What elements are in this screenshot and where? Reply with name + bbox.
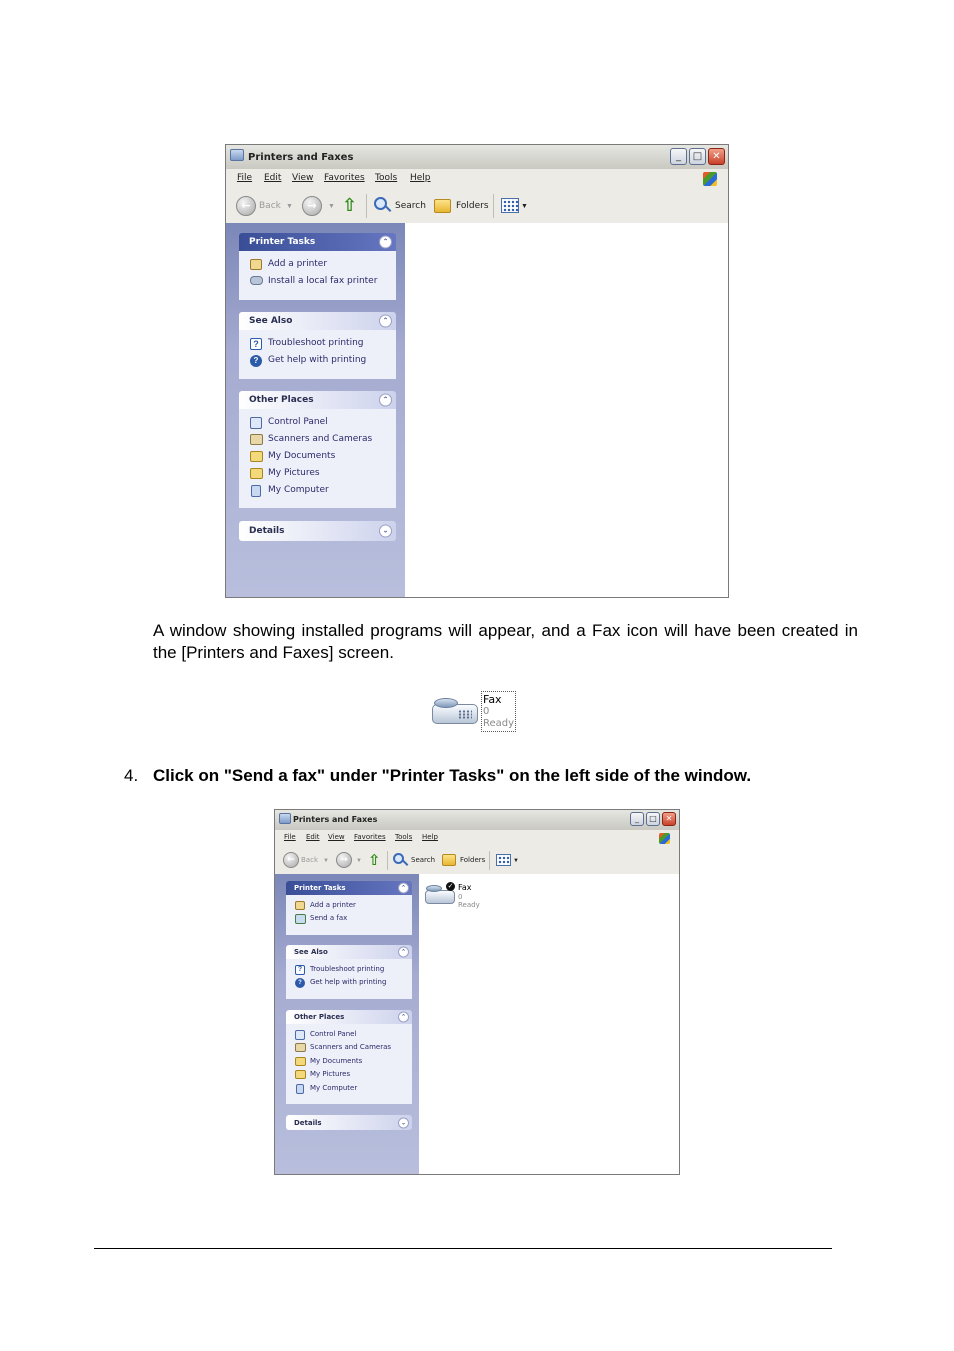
menu-edit[interactable]: Edit — [264, 173, 282, 183]
panel-header[interactable] — [239, 312, 396, 330]
link-troubleshoot-printing[interactable]: Troubleshoot printing — [268, 338, 364, 348]
fax-handset-icon — [426, 885, 442, 892]
search-button-label[interactable]: Search — [395, 201, 426, 211]
add-printer-icon — [295, 901, 305, 910]
fax-handset-icon — [434, 698, 458, 708]
search-button-label[interactable]: Search — [411, 856, 436, 864]
views-icon[interactable] — [501, 198, 519, 213]
control-panel-icon — [250, 417, 262, 429]
panel-body — [239, 409, 396, 508]
menu-tools[interactable]: Tools — [375, 173, 398, 183]
help-question-icon: ? — [250, 338, 262, 350]
window-title: Printers and Faxes — [293, 815, 378, 824]
collapse-icon[interactable]: ⌃ — [379, 394, 392, 407]
printers-faxes-window-1 — [225, 144, 729, 598]
toolbar-separator — [493, 194, 494, 218]
back-dropdown-icon[interactable]: ▼ — [323, 858, 329, 864]
panel-title: Printer Tasks — [249, 237, 316, 247]
panel-body — [286, 1024, 412, 1104]
maximize-icon[interactable]: □ — [689, 148, 706, 165]
collapse-icon[interactable]: ⌃ — [398, 1012, 409, 1023]
toolbar-separator — [387, 851, 388, 870]
panel-body — [239, 251, 396, 300]
maximize-icon[interactable]: □ — [646, 812, 660, 826]
fax-item-status: Ready — [458, 901, 480, 909]
panel-body — [239, 330, 396, 379]
panel-header[interactable] — [286, 945, 412, 959]
folders-button-label[interactable]: Folders — [456, 201, 489, 211]
menu-favorites[interactable]: Favorites — [324, 173, 365, 183]
link-troubleshoot-printing[interactable]: Troubleshoot printing — [310, 965, 385, 973]
collapse-icon[interactable]: ⌃ — [379, 236, 392, 249]
fax-machine-icon — [425, 890, 455, 904]
default-printer-check-icon: ✓ — [447, 883, 454, 890]
help-circle-icon: ? — [295, 978, 305, 988]
back-arrow-icon[interactable]: ← — [283, 852, 299, 868]
panel-see-also — [286, 945, 412, 999]
collapse-icon[interactable]: ⌃ — [379, 315, 392, 328]
menu-file[interactable]: File — [284, 833, 296, 841]
panel-header[interactable] — [286, 881, 412, 895]
step-instruction: Click on "Send a fax" under "Printer Tasks" on the left side of the window. — [153, 766, 752, 785]
panel-title: Other Places — [294, 1013, 345, 1021]
toolbar — [226, 189, 728, 224]
toolbar-separator — [489, 851, 490, 870]
menu-file[interactable]: File — [237, 173, 253, 183]
menu-view[interactable]: View — [328, 833, 345, 841]
title-bar[interactable] — [275, 810, 679, 831]
fax-icon-preview — [430, 690, 520, 736]
minimize-icon[interactable]: _ — [670, 148, 687, 165]
panel-body — [286, 895, 412, 935]
menu-bar — [275, 830, 679, 848]
panel-see-also — [239, 312, 396, 379]
forward-dropdown-icon[interactable]: ▼ — [356, 858, 362, 864]
fax-printer-icon — [250, 276, 263, 285]
link-my-computer[interactable]: My Computer — [268, 485, 329, 495]
close-icon[interactable]: ✕ — [708, 148, 725, 165]
collapse-icon[interactable]: ⌃ — [398, 947, 409, 958]
send-fax-icon — [295, 914, 306, 924]
task-install-fax-printer[interactable]: Install a local fax printer — [268, 276, 378, 286]
body-paragraph: A window showing installed programs will appear, and a Fax icon will have been created in the [Printers and Faxes] screen. — [153, 621, 858, 662]
toolbar-separator — [366, 194, 367, 218]
task-add-printer[interactable]: Add a printer — [268, 259, 328, 269]
link-scanners-cameras[interactable]: Scanners and Cameras — [310, 1043, 392, 1051]
panel-title: See Also — [294, 948, 328, 956]
search-icon[interactable] — [374, 197, 387, 210]
link-my-computer[interactable]: My Computer — [310, 1084, 358, 1092]
forward-dropdown-icon[interactable]: ▼ — [328, 203, 335, 210]
printer-folder-icon — [279, 813, 291, 824]
my-computer-icon — [296, 1084, 304, 1094]
help-question-icon: ? — [295, 965, 305, 975]
up-folder-icon[interactable]: ⇧ — [368, 851, 381, 869]
panel-header[interactable] — [239, 521, 396, 541]
my-documents-icon — [250, 451, 263, 462]
printers-faxes-window-2 — [274, 809, 680, 1175]
my-documents-icon — [295, 1057, 306, 1066]
panel-title: Other Places — [249, 395, 314, 405]
scanner-camera-icon — [250, 434, 263, 445]
panel-title: Printer Tasks — [294, 884, 346, 892]
windows-logo-icon — [659, 833, 670, 844]
fax-item-count: 0 — [458, 893, 463, 901]
panel-other-places — [286, 1010, 412, 1104]
menu-tools[interactable]: Tools — [395, 833, 413, 841]
panel-printer-tasks — [239, 233, 396, 300]
panel-header[interactable] — [286, 1010, 412, 1024]
window-title: Printers and Faxes — [248, 152, 354, 163]
panel-details — [239, 521, 396, 541]
folders-icon[interactable] — [442, 854, 456, 866]
panel-title: Details — [294, 1118, 322, 1127]
control-panel-icon — [295, 1030, 305, 1040]
toolbar — [275, 847, 679, 875]
back-arrow-icon[interactable]: ← — [236, 196, 256, 216]
search-icon[interactable] — [393, 853, 404, 864]
link-my-pictures[interactable]: My Pictures — [310, 1070, 351, 1078]
window-controls — [630, 812, 676, 826]
link-my-documents[interactable]: My Documents — [310, 1057, 363, 1065]
menu-bar — [226, 169, 728, 190]
footer-rule — [94, 1248, 832, 1249]
views-icon[interactable] — [496, 854, 511, 866]
panel-other-places — [239, 391, 396, 508]
fax-printer-item[interactable] — [423, 878, 487, 912]
panel-header[interactable] — [239, 233, 396, 251]
step-number: 4. — [124, 766, 139, 785]
panel-title: See Also — [249, 316, 293, 326]
views-dropdown-icon[interactable]: ▼ — [521, 203, 528, 210]
my-pictures-icon — [250, 468, 263, 479]
link-get-help-printing[interactable]: Get help with printing — [310, 978, 387, 986]
fax-keypad-icon — [458, 710, 472, 719]
expand-icon[interactable]: ⌄ — [379, 525, 392, 538]
window-controls — [670, 148, 725, 165]
link-get-help-printing[interactable]: Get help with printing — [268, 355, 367, 365]
help-circle-icon: ? — [250, 355, 262, 367]
panel-header[interactable] — [286, 1115, 412, 1130]
back-button-label[interactable]: Back — [259, 201, 281, 211]
task-pane — [226, 223, 405, 597]
up-folder-icon[interactable]: ⇧ — [342, 195, 358, 216]
link-control-panel[interactable]: Control Panel — [268, 417, 328, 427]
back-button-label[interactable]: Back — [301, 856, 318, 864]
menu-favorites[interactable]: Favorites — [354, 833, 386, 841]
add-printer-icon — [250, 259, 262, 270]
link-control-panel[interactable]: Control Panel — [310, 1030, 357, 1038]
task-add-printer[interactable]: Add a printer — [310, 901, 356, 909]
content-area[interactable] — [419, 874, 679, 1174]
panel-details — [286, 1115, 412, 1130]
expand-icon[interactable]: ⌄ — [398, 1117, 409, 1128]
my-computer-icon — [251, 485, 261, 497]
link-my-pictures[interactable]: My Pictures — [268, 468, 320, 478]
scanner-camera-icon — [295, 1043, 306, 1052]
windows-logo-icon — [703, 172, 717, 186]
fax-count-label: 0 — [483, 706, 490, 717]
panel-title: Details — [249, 526, 285, 536]
folders-icon[interactable] — [434, 199, 451, 213]
menu-edit[interactable]: Edit — [306, 833, 320, 841]
fax-item-name: Fax — [458, 883, 472, 892]
fax-name-label: Fax — [483, 693, 502, 706]
menu-help[interactable]: Help — [422, 833, 438, 841]
task-send-fax[interactable]: Send a fax — [310, 914, 348, 922]
link-my-documents[interactable]: My Documents — [268, 451, 336, 461]
minimize-icon[interactable]: _ — [630, 812, 644, 826]
panel-printer-tasks — [286, 881, 412, 935]
task-pane — [275, 874, 419, 1174]
forward-arrow-icon[interactable]: → — [336, 852, 352, 868]
panel-body — [286, 959, 412, 999]
title-bar[interactable] — [226, 145, 728, 170]
forward-arrow-icon[interactable]: → — [302, 196, 322, 216]
panel-header[interactable] — [239, 391, 396, 409]
close-icon[interactable]: ✕ — [662, 812, 676, 826]
menu-help[interactable]: Help — [410, 173, 431, 183]
folders-button-label[interactable]: Folders — [460, 856, 486, 864]
my-pictures-icon — [295, 1070, 306, 1079]
menu-view[interactable]: View — [292, 173, 314, 183]
content-area[interactable] — [405, 223, 728, 597]
collapse-icon[interactable]: ⌃ — [398, 883, 409, 894]
views-dropdown-icon[interactable]: ▼ — [513, 858, 519, 864]
printer-folder-icon — [230, 149, 244, 161]
fax-status-label: Ready — [483, 718, 515, 729]
link-scanners-cameras[interactable]: Scanners and Cameras — [268, 434, 373, 444]
back-dropdown-icon[interactable]: ▼ — [286, 203, 293, 210]
